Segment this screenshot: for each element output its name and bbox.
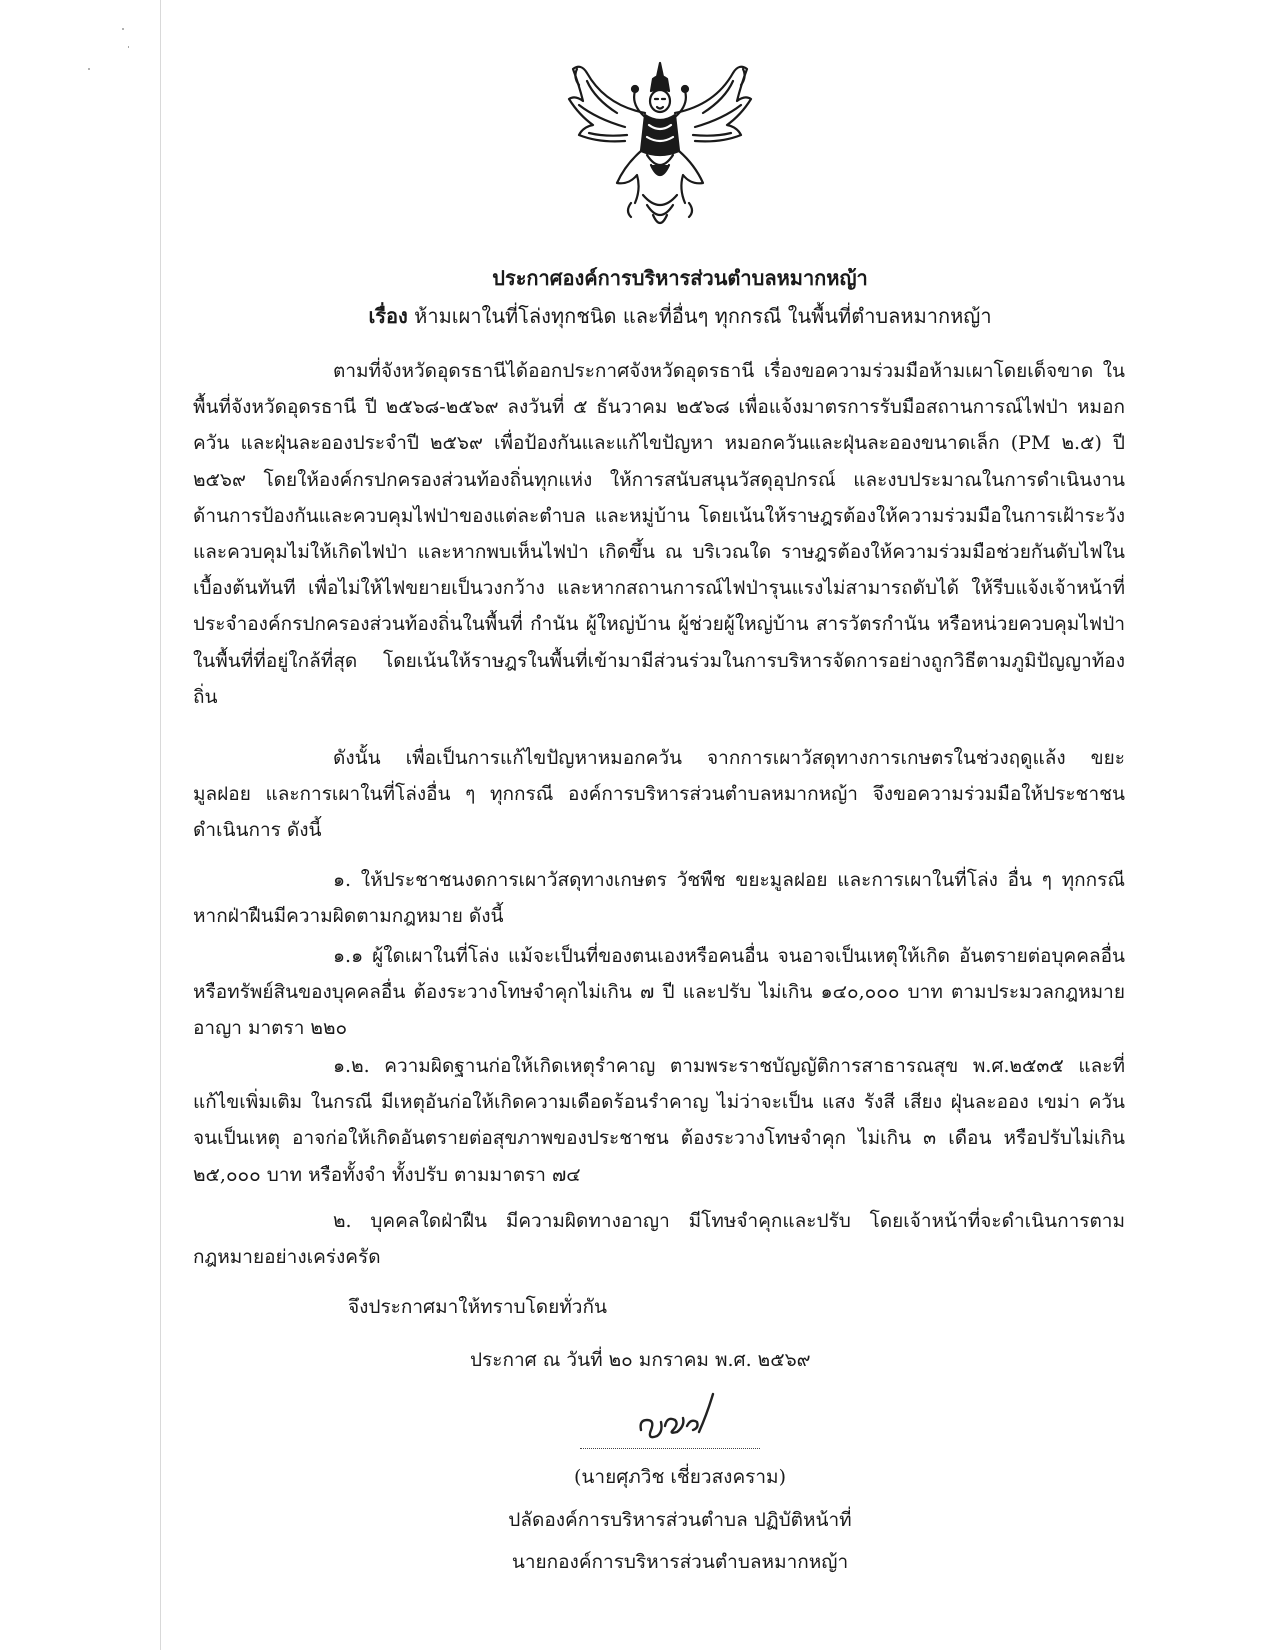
list-item-text: ๑.๒. ความผิดฐานก่อให้เกิดเหตุรำคาญ ตามพระราชบัญญัติการสาธารณสุข พ.ศ.๒๕๓๕ และที่แก้ไขเพิ่มเติม ในกรณี มีเหตุอันก่อให้เกิดความเดือดร้อนรำคาญ ไม่ว่าจะเป็น แสง รังสี เสียง ฝุ่นละออง เขม่า ควัน จนเป็นเหตุ อาจก่อให้เกิดอันตรายต่อสุขภาพของประชาชน ต้องระวางโทษจำคุก ไม่เกิน ๓ เดือน หรือปรับไม่เกิน ๒๕,๐๐๐ บาท หรือทั้งจำ ทั้งปรับ ตามมาตรา ๗๔ — [193, 1055, 1125, 1186]
subject-label: เรื่อง — [368, 304, 408, 328]
handwritten-signature — [635, 1390, 725, 1446]
announcement-title: ประกาศองค์การบริหารส่วนตำบลหมากหญ้า — [492, 266, 868, 290]
scan-speck — [88, 68, 90, 70]
announcement-subject — [180, 300, 1180, 332]
body-paragraph-1 — [193, 353, 1125, 715]
announcement-date: ประกาศ ณ วันที่ ๒๐ มกราคม พ.ศ. ๒๕๖๙ — [470, 1349, 811, 1371]
signature-dotted-line — [580, 1448, 760, 1449]
list-item-1 — [193, 862, 1125, 934]
garuda-emblem-icon — [565, 55, 755, 235]
list-item-1-1 — [193, 938, 1125, 1047]
closing-statement: จึงประกาศมาให้ทราบโดยทั่วกัน — [348, 1296, 607, 1318]
paragraph-text: ดังนั้น เพื่อเป็นการแก้ไขปัญหาหมอกควัน จากการเผาวัสดุทางการเกษตรในช่วงฤดูแล้ง ขยะมูลฝอย และการเผาในที่โล่งอื่น ๆ ทุกกรณี องค์การบริหารส่วนตำบลหมากหญ้า จึงขอความร่วมมือให้ประชาชนดำเนินการ ดังนี้ — [193, 747, 1125, 842]
list-item-text: ๑.๑ ผู้ใดเผาในที่โล่ง แม้จะเป็นที่ของตนเองหรือคนอื่น จนอาจเป็นเหตุให้เกิด อันตรายต่อบุคคลอื่น หรือทรัพย์สินของบุคคลอื่น ต้องระวางโทษจำคุกไม่เกิน ๗ ปี และปรับ ไม่เกิน ๑๔๐,๐๐๐ บาท ตามประมวลกฎหมายอาญา มาตรา ๒๒๐ — [193, 945, 1125, 1040]
list-item-text: ๒. บุคคลใดฝ่าฝืน มีความผิดทางอาญา มีโทษจำคุกและปรับ โดยเจ้าหน้าที่จะดำเนินการตามกฎหมายอย่างเคร่งครัด — [193, 1210, 1125, 1269]
paragraph-text: ตามที่จังหวัดอุดรธานีได้ออกประกาศจังหวัดอุดรธานี เรื่องขอความร่วมมือห้ามเผาโดยเด็จขาด ในพื้นที่จังหวัดอุดรธานี ปี ๒๕๖๘-๒๕๖๙ ลงวันที่ ๕ ธันวาคม ๒๕๖๘ เพื่อแจ้งมาตรการรับมือสถานการณ์ไฟป่า หมอกควัน และฝุ่นละอองประจำปี ๒๕๖๙ เพื่อป้องกันและแก้ไขปัญหา หมอกควันและฝุ่นละอองขนาดเล็ก (PM ๒.๕) ปี ๒๕๖๙ โดยให้องค์กรปกครองส่วนท้องถิ่นทุกแห่ง ให้การสนับสนุนวัสดุอุปกรณ์ และงบประมาณในการดำเนินงานด้านการป้องกันและควบคุมไฟป่าของแต่ละตำบล และหมู่บ้าน โดยเน้นให้ราษฎรต้องให้ความร่วมมือในการเฝ้าระวังและควบคุมไม่ให้เกิดไฟป่า และหากพบเห็นไฟป่า เกิดขึ้น ณ บริเวณใด ราษฎรต้องให้ความร่วมมือช่วยกันดับไฟในเบื้องต้นทันที เพื่อไม่ให้ไฟขยายเป็นวงกว้าง และหากสถานการณ์ไฟป่ารุนแรงไม่สามารถดับได้ ให้รีบแจ้งเจ้าหน้าที่ประจำองค์กรปกครองส่วนท้องถิ่นในพื้นที่ กำนัน ผู้ใหญ่บ้าน ผู้ช่วยผู้ใหญ่บ้าน สารวัตรกำนัน หรือหน่วยควบคุมไฟป่าในพื้นที่ที่อยู่ใกล้ที่สุด โดยเน้นให้ราษฎรในพื้นที่เข้ามามีส่วนร่วมในการบริหารจัดการอย่างถูกวิธีตามภูมิปัญญาท้องถิ่น — [193, 360, 1125, 708]
list-item-text: ๑. ให้ประชาชนงดการเผาวัสดุทางเกษตร วัชพืช ขยะมูลฝอย และการเผาในที่โล่ง อื่น ๆ ทุกกรณี หากฝ่าฝืนมีความผิดตามกฎหมาย ดังนี้ — [193, 869, 1125, 928]
scan-speck — [128, 46, 129, 48]
signatory-position-1: ปลัดองค์การบริหารส่วนตำบล ปฏิบัติหน้าที่ — [508, 1509, 852, 1531]
scan-edge-line — [160, 0, 161, 1650]
scan-speck — [122, 28, 124, 30]
list-item-1-2 — [193, 1048, 1125, 1193]
list-item-2 — [193, 1203, 1125, 1275]
signatory-name: (นายศุภวิช เชี่ยวสงคราม) — [574, 1466, 786, 1488]
body-paragraph-2 — [193, 740, 1125, 849]
subject-text: ห้ามเผาในที่โล่งทุกชนิด และที่อื่นๆ ทุกกรณี ในพื้นที่ตำบลหมากหญ้า — [414, 304, 992, 328]
signatory-position-2: นายกองค์การบริหารส่วนตำบลหมากหญ้า — [511, 1551, 849, 1573]
